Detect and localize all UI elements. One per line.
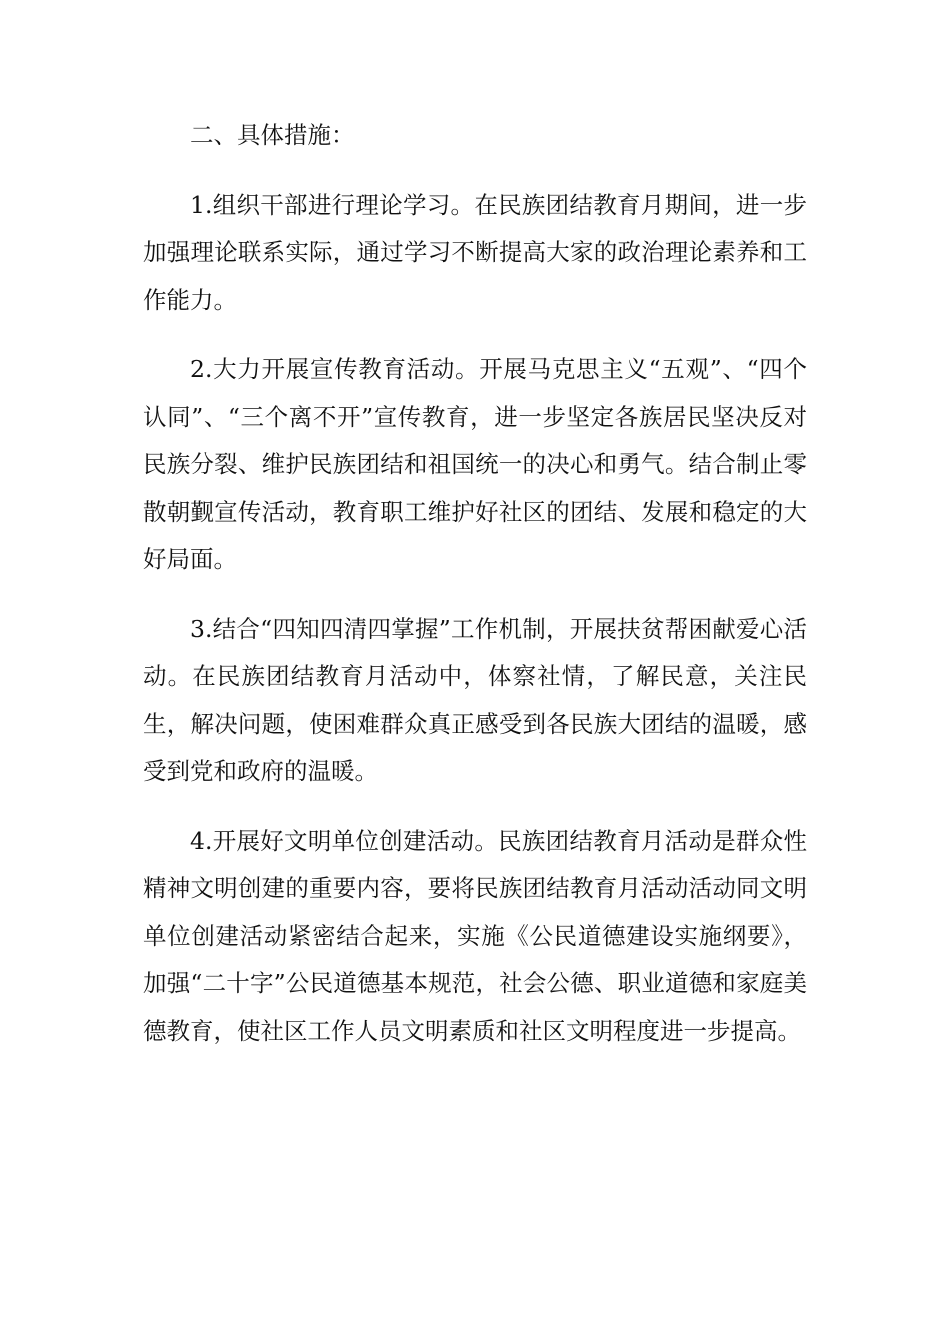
section-heading: 二、具体措施： (190, 121, 355, 149)
paragraph-2: 2.大力开展宣传教育活动。开展马克思主义“五观”、“四个认同”、“三个离不开”宣传教育，进一步坚定各族居民坚决反对民族分裂、维护民族团结和祖国统一的决心和勇气。结合制止零散朝觐宣传活动，教育职工维护好社区的团结、发展和稳定的大好局面。 (143, 355, 807, 573)
document-body (143, 112, 807, 1055)
paragraph-3: 3.结合“四知四清四掌握”工作机制，开展扶贫帮困献爱心活动。在民族团结教育月活动中，体察社情，了解民意，关注民生，解决问题，使困难群众真正感受到各民族大团结的温暖，感受到党和政府的温暖。 (143, 614, 807, 785)
paragraph-4: 4.开展好文明单位创建活动。民族团结教育月活动是群众性精神文明创建的重要内容，要将民族团结教育月活动活动同文明单位创建活动紧密结合起来，实施《公民道德建设实施纲要》，加强“二十字”公民道德基本规范，社会公德、职业道德和家庭美德教育，使社区工作人员文明素质和社区文明程度进一步提高。 (143, 826, 807, 1045)
paragraph-1: 1.组织干部进行理论学习。在民族团结教育月期间，进一步加强理论联系实际，通过学习不断提高大家的政治理论素养和工作能力。 (143, 190, 807, 314)
